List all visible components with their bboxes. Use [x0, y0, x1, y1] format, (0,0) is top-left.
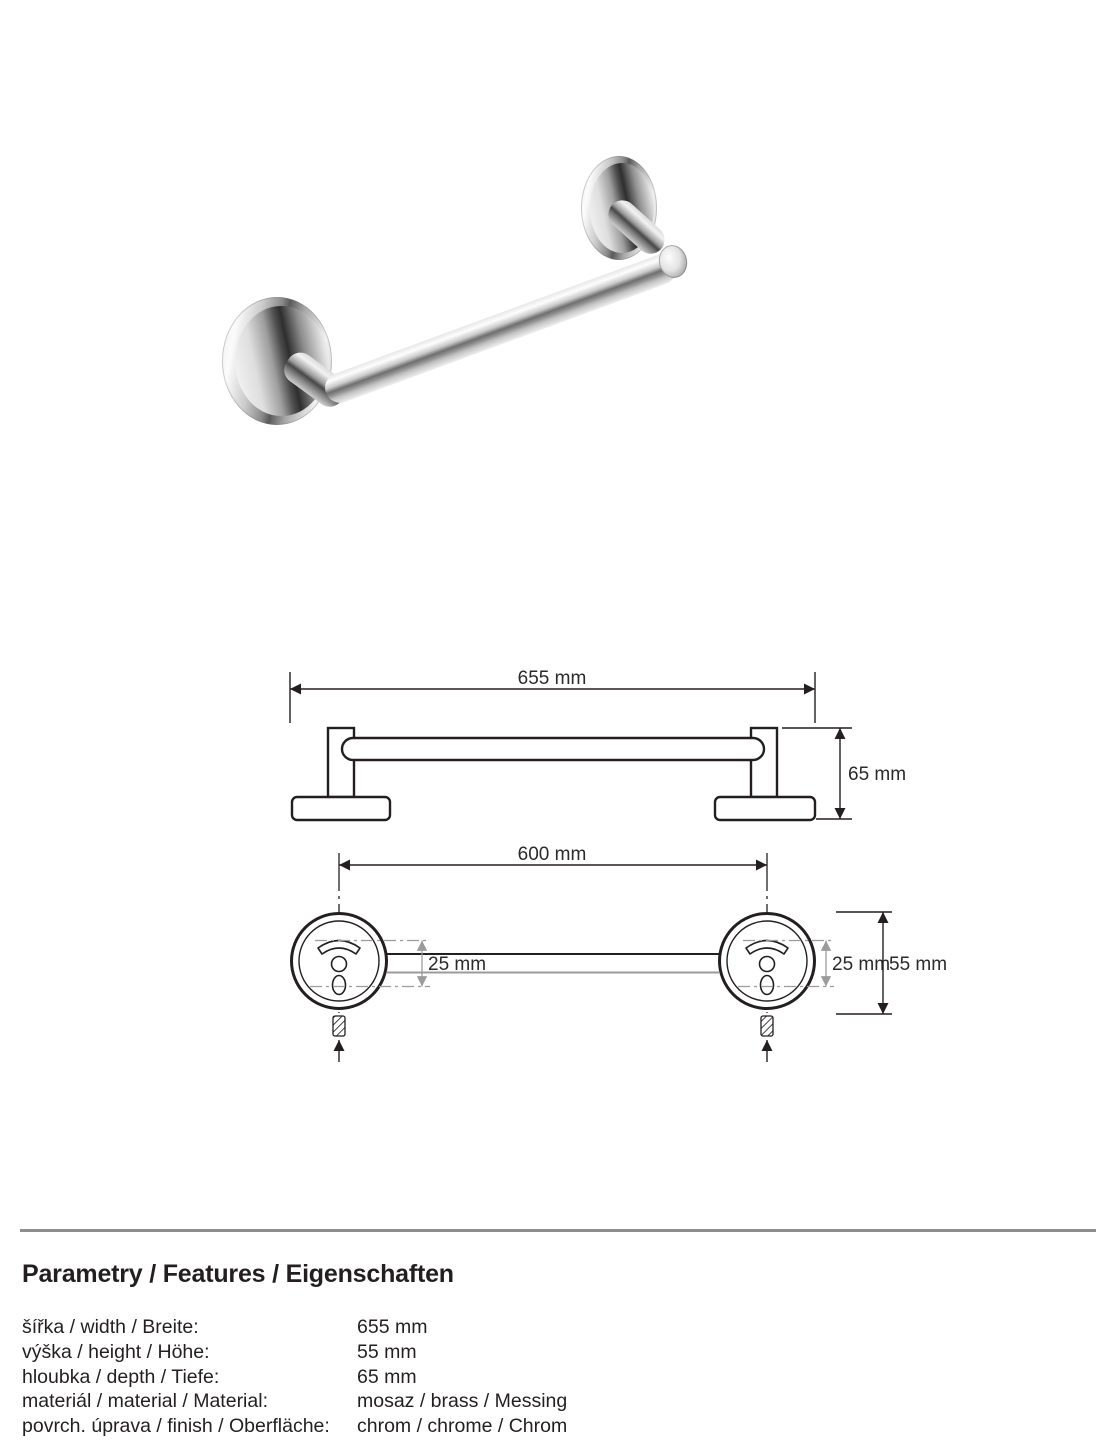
param-label-material: materiál / material / Material:	[22, 1390, 268, 1413]
screw-left	[333, 1016, 345, 1036]
towel-bar-rail	[321, 250, 680, 407]
param-value-material: mosaz / brass / Messing	[357, 1390, 568, 1413]
dim-label-plate: 55 mm	[889, 954, 948, 975]
mount-view-drawing	[292, 844, 948, 1062]
dim-label-bar-left: 25 mm	[428, 954, 487, 975]
dim-label-depth: 65 mm	[848, 764, 907, 785]
table-row	[22, 1365, 567, 1390]
table-row	[22, 1340, 567, 1365]
table-row	[22, 1414, 567, 1439]
parameters-title: Parametry / Features / Eigenschaften	[22, 1260, 454, 1288]
technical-drawings	[0, 640, 1116, 1110]
dim-label-bar-right: 25 mm	[832, 954, 891, 975]
param-value-depth: 65 mm	[357, 1365, 417, 1388]
dim-label-width: 655 mm	[517, 668, 587, 689]
param-label-depth: hloubka / depth / Tiefe:	[22, 1365, 220, 1388]
base-right	[715, 797, 815, 820]
param-value-width: 655 mm	[357, 1316, 428, 1338]
param-value-height: 55 mm	[357, 1340, 417, 1363]
screw-right	[761, 1016, 773, 1036]
section-divider	[20, 1229, 1096, 1232]
table-row	[22, 1315, 567, 1340]
dim-label-spacing: 600 mm	[517, 844, 587, 865]
param-value-finish: chrom / chrome / Chrom	[357, 1415, 568, 1438]
param-label-height: výška / height / Höhe:	[22, 1340, 210, 1363]
rail	[342, 738, 764, 760]
parameters-table	[22, 1315, 567, 1439]
product-photo	[0, 0, 1116, 500]
param-label-finish: povrch. úprava / finish / Oberfläche:	[22, 1415, 330, 1438]
front-view-drawing	[290, 668, 906, 820]
table-row	[22, 1389, 567, 1414]
base-left	[292, 797, 390, 820]
param-label-width: šířka / width / Breite:	[22, 1316, 199, 1338]
